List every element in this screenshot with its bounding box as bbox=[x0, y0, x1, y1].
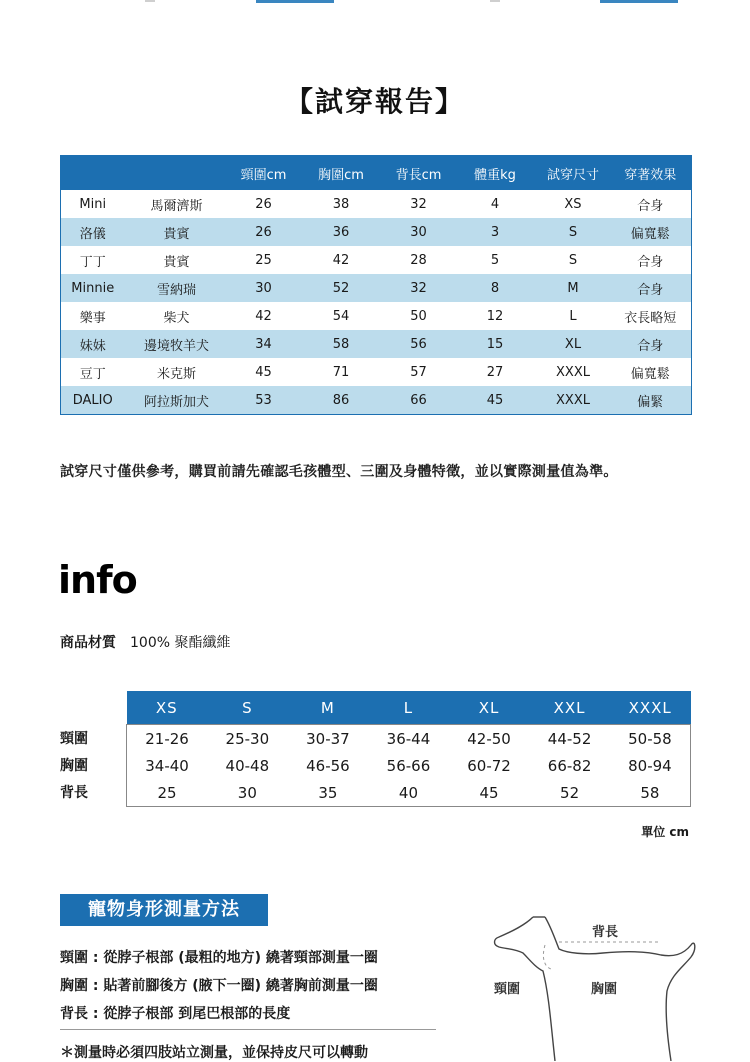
unit-label: 單位 cm bbox=[641, 825, 689, 839]
cell-weight: 12 bbox=[486, 308, 504, 324]
size-cell: 25 bbox=[157, 783, 177, 802]
cell-fit: 合身 bbox=[637, 198, 664, 214]
cell-size: L bbox=[569, 308, 577, 324]
size-chart-table bbox=[126, 691, 691, 807]
size-cell: 34-40 bbox=[145, 756, 189, 775]
header-cell: 穿著效果 bbox=[610, 156, 692, 191]
size-cell: 66-82 bbox=[547, 756, 592, 775]
cell-back: 66 bbox=[384, 386, 454, 415]
table-row bbox=[61, 274, 692, 302]
top-fragment-blue bbox=[256, 0, 334, 3]
cell-neck: 26 bbox=[255, 196, 272, 212]
row-label-back: 背長 bbox=[60, 785, 88, 801]
cell-back: 32 bbox=[410, 196, 427, 212]
cell-fit: 偏緊 bbox=[610, 386, 692, 415]
material-label: 商品材質 bbox=[60, 635, 116, 651]
cell-pet-name: 妹妹 bbox=[61, 330, 125, 358]
material-value: 100% 聚酯纖維 bbox=[130, 635, 231, 651]
cell-size: XXXL bbox=[537, 386, 610, 415]
table-row bbox=[61, 190, 692, 218]
cell-breed: 貴賓 bbox=[125, 218, 229, 246]
measure-heading: 寵物身形測量方法 bbox=[60, 894, 268, 926]
size-cell: 25-30 bbox=[225, 729, 270, 748]
cell-neck: 30 bbox=[229, 274, 299, 302]
dog-label-neck: 頸圍 bbox=[494, 982, 521, 997]
table-row bbox=[61, 330, 692, 358]
cell-pet-name: Mini bbox=[79, 196, 107, 212]
size-cell: 30-37 bbox=[306, 729, 350, 748]
report-title: 【試穿報告】 bbox=[284, 85, 465, 118]
cell-chest: 38 bbox=[332, 196, 350, 212]
size-header: XXL bbox=[529, 691, 610, 725]
cell-fit: 合身 bbox=[610, 274, 692, 302]
size-header-row bbox=[127, 691, 691, 725]
size-cell: 45 bbox=[479, 783, 499, 802]
cell-neck: 45 bbox=[255, 364, 272, 380]
table-row bbox=[61, 386, 692, 415]
cell-fit: 衣長略短 bbox=[624, 310, 677, 326]
cell-breed: 柴犬 bbox=[163, 310, 190, 326]
cell-fit: 合身 bbox=[610, 330, 692, 358]
cell-breed: 雪納瑞 bbox=[125, 274, 229, 302]
cell-size: XS bbox=[564, 196, 582, 212]
table-row bbox=[61, 358, 692, 386]
cell-chest: 54 bbox=[332, 308, 350, 324]
cell-size: M bbox=[537, 274, 610, 302]
cell-breed: 米克斯 bbox=[156, 366, 196, 382]
size-row-back bbox=[127, 779, 691, 807]
size-cell: 40-48 bbox=[225, 756, 270, 775]
cell-back: 57 bbox=[410, 364, 427, 380]
cell-weight: 3 bbox=[454, 218, 537, 246]
dog-label-chest: 胸圍 bbox=[591, 982, 618, 997]
size-cell: 80-94 bbox=[628, 756, 672, 775]
size-row-chest bbox=[127, 752, 691, 779]
cell-neck: 26 bbox=[229, 218, 299, 246]
info-heading: info bbox=[58, 558, 137, 602]
cell-back: 50 bbox=[410, 308, 427, 324]
cell-weight: 8 bbox=[454, 274, 537, 302]
measure-line-chest: 胸圍 : 貼著前腳後方 (腋下一圈) 繞著胸前測量一圈 bbox=[60, 978, 378, 994]
size-header: S bbox=[207, 691, 288, 725]
cell-breed: 貴賓 bbox=[163, 254, 190, 270]
cell-size: S bbox=[537, 218, 610, 246]
cell-neck: 42 bbox=[255, 308, 272, 324]
header-cell bbox=[125, 156, 229, 191]
cell-chest: 52 bbox=[299, 274, 384, 302]
cell-fit: 偏寬鬆 bbox=[630, 366, 670, 382]
size-cell: 46-56 bbox=[306, 756, 350, 775]
cell-fit: 偏寬鬆 bbox=[610, 218, 692, 246]
cell-chest: 36 bbox=[299, 218, 384, 246]
table-header-row bbox=[61, 156, 692, 191]
cell-breed: 邊境牧羊犬 bbox=[125, 330, 229, 358]
neck-arrow bbox=[543, 945, 551, 969]
cell-weight: 15 bbox=[454, 330, 537, 358]
size-cell: 30 bbox=[237, 783, 257, 802]
top-fragment-blue bbox=[600, 0, 678, 3]
size-header: XL bbox=[449, 691, 530, 725]
table-row bbox=[61, 218, 692, 246]
disclaimer-note: 試穿尺寸僅供參考，購買前請先確認毛孩體型、三圍及身體特徵，並以實際測量值為準。 bbox=[60, 464, 618, 480]
top-fragment-grey bbox=[490, 0, 500, 2]
cell-pet-name: 洛儀 bbox=[61, 218, 125, 246]
cell-weight: 45 bbox=[454, 386, 537, 415]
cell-back: 56 bbox=[384, 330, 454, 358]
cell-neck: 34 bbox=[229, 330, 299, 358]
cell-breed: 阿拉斯加犬 bbox=[125, 386, 229, 415]
size-row-neck bbox=[127, 725, 691, 753]
cell-chest: 86 bbox=[299, 386, 384, 415]
table-row bbox=[61, 246, 692, 274]
material-line bbox=[60, 632, 230, 652]
cell-chest: 58 bbox=[299, 330, 384, 358]
cell-pet-name: 丁丁 bbox=[79, 254, 106, 270]
size-cell: 40 bbox=[398, 783, 419, 802]
header-cell bbox=[61, 156, 125, 191]
size-cell: 21-26 bbox=[145, 729, 189, 748]
size-header: XXXL bbox=[610, 691, 691, 725]
cell-pet-name: DALIO bbox=[61, 386, 125, 415]
measure-line-back: 背長 : 從脖子根部 到尾巴根部的長度 bbox=[60, 1006, 291, 1022]
size-header: M bbox=[288, 691, 369, 725]
cell-neck: 25 bbox=[255, 252, 272, 268]
size-cell: 42-50 bbox=[467, 729, 511, 748]
cell-pet-name: 樂事 bbox=[79, 310, 106, 326]
cell-back: 30 bbox=[384, 218, 454, 246]
size-cell: 56-66 bbox=[386, 756, 431, 775]
cell-chest: 42 bbox=[332, 252, 350, 268]
top-fragment-grey bbox=[145, 0, 155, 2]
size-cell: 52 bbox=[560, 783, 580, 802]
size-row-labels bbox=[60, 724, 88, 805]
row-label-chest: 胸圍 bbox=[60, 758, 88, 774]
size-header: XS bbox=[127, 691, 208, 725]
trial-report-table bbox=[60, 155, 692, 415]
cell-size: XL bbox=[537, 330, 610, 358]
cell-size: S bbox=[568, 252, 578, 268]
cell-weight: 4 bbox=[490, 196, 500, 212]
dog-label-back: 背長 bbox=[592, 925, 619, 940]
header-cell: 體重kg bbox=[454, 156, 537, 191]
header-cell: 胸圍cm bbox=[299, 156, 384, 191]
cell-breed: 馬爾濟斯 bbox=[150, 198, 203, 214]
size-cell: 36-44 bbox=[386, 729, 431, 748]
cell-fit: 合身 bbox=[637, 254, 664, 270]
cell-weight: 5 bbox=[490, 252, 500, 268]
size-header: L bbox=[368, 691, 449, 725]
cell-chest: 71 bbox=[332, 364, 350, 380]
measure-warning: ＊測量時必須四肢站立測量，並保持皮尺可以轉動 bbox=[60, 1045, 368, 1061]
cell-pet-name: Minnie bbox=[61, 274, 125, 302]
header-cell: 頸圍cm bbox=[229, 156, 299, 191]
size-cell: 35 bbox=[318, 783, 338, 802]
divider bbox=[60, 1029, 436, 1030]
header-cell: 試穿尺寸 bbox=[537, 156, 610, 191]
row-label-neck: 頸圍 bbox=[60, 731, 88, 747]
measure-line-neck: 頸圍 : 從脖子根部 (最粗的地方) 繞著頸部測量一圈 bbox=[60, 950, 378, 966]
cell-weight: 27 bbox=[486, 364, 504, 380]
cell-back: 32 bbox=[384, 274, 454, 302]
size-cell: 50-58 bbox=[628, 729, 672, 748]
cell-pet-name: 豆丁 bbox=[79, 366, 106, 382]
header-cell: 背長cm bbox=[384, 156, 454, 191]
size-cell: 58 bbox=[640, 783, 660, 802]
size-cell: 44-52 bbox=[547, 729, 592, 748]
size-cell: 60-72 bbox=[467, 756, 511, 775]
cell-size: XXXL bbox=[556, 364, 590, 380]
cell-back: 28 bbox=[410, 252, 427, 268]
cell-neck: 53 bbox=[229, 386, 299, 415]
table-row bbox=[61, 302, 692, 330]
